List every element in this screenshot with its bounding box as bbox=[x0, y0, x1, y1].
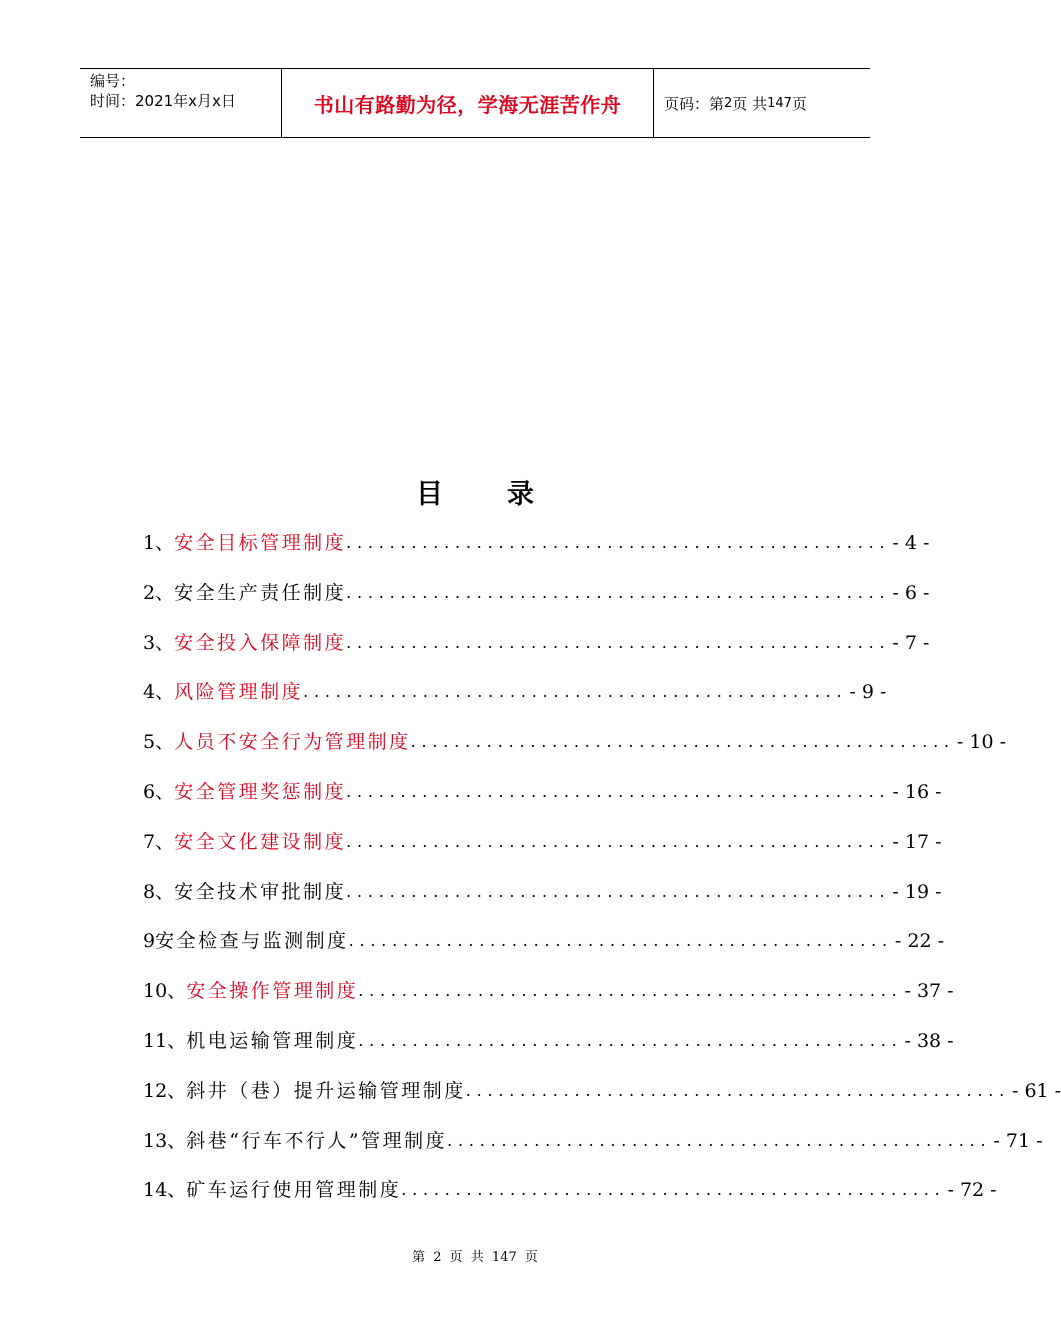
toc-entry-leader-dots: .................................................. bbox=[358, 981, 903, 1001]
toc-entry-page: - 4 - bbox=[892, 532, 930, 554]
toc-entry-leader-dots: .................................................. bbox=[346, 582, 891, 602]
toc-entry-title: 安全投入保障制度 bbox=[174, 631, 347, 654]
toc-entry-title: 安全技术审批制度 bbox=[174, 880, 347, 903]
toc-entry-leader-dots: .................................................. bbox=[346, 831, 891, 851]
toc-entry-leader-dots: .................................................. bbox=[346, 781, 891, 801]
toc-entry-title: 安全目标管理制度 bbox=[174, 532, 347, 554]
toc-entry-number: 6、 bbox=[143, 780, 175, 803]
toc-entry-title: 安全文化建设制度 bbox=[174, 830, 347, 853]
toc-entry-page: - 22 - bbox=[894, 930, 945, 953]
toc-entry[interactable] bbox=[143, 726, 1007, 776]
page-counter-suffix: 页 bbox=[791, 94, 807, 113]
toc-entry-page: - 17 - bbox=[892, 830, 942, 853]
page-counter-current: 2 bbox=[724, 95, 733, 111]
toc-entry-page: - 72 - bbox=[947, 1179, 997, 1202]
toc-entry[interactable] bbox=[143, 1174, 997, 1224]
toc-entry-number: 14、 bbox=[143, 1179, 187, 1202]
page-footer: 第 2 页 共 147 页 bbox=[412, 1250, 538, 1265]
toc-entry-page: - 16 - bbox=[892, 780, 942, 803]
toc-title bbox=[0, 472, 950, 511]
toc-entry-title: 矿车运行使用管理制度 bbox=[186, 1179, 402, 1202]
toc-entry[interactable] bbox=[143, 1025, 954, 1075]
toc-entry-leader-dots: .................................................. bbox=[358, 1030, 903, 1050]
toc-entry-page: - 19 - bbox=[892, 880, 942, 903]
table-of-contents bbox=[143, 527, 1061, 1224]
toc-entry-leader-dots: .................................................. bbox=[346, 632, 891, 652]
toc-entry-leader-dots: .................................................. bbox=[465, 1080, 1010, 1100]
toc-entry-title: 机电运输管理制度 bbox=[186, 1029, 359, 1052]
toc-entry-page: - 37 - bbox=[904, 980, 954, 1003]
header-meta-cell bbox=[80, 69, 282, 137]
toc-entry-title: 斜巷“行车不行人”管理制度 bbox=[186, 1129, 448, 1152]
toc-entry-leader-dots: .................................................. bbox=[303, 682, 848, 702]
toc-entry-number: 5、 bbox=[143, 731, 175, 754]
document-number-label: 编号： bbox=[90, 72, 136, 90]
toc-entry[interactable] bbox=[143, 776, 942, 826]
toc-entry-leader-dots: .................................................. bbox=[346, 881, 891, 901]
toc-entry-page: - 7 - bbox=[892, 631, 930, 654]
toc-entry-leader-dots: .................................................. bbox=[410, 732, 955, 752]
toc-entry-number: 4、 bbox=[143, 681, 175, 704]
toc-entry[interactable] bbox=[143, 577, 930, 627]
toc-entry-title: 风险管理制度 bbox=[174, 681, 304, 704]
toc-entry-number: 2、 bbox=[143, 581, 175, 604]
header-motto: 书山有路勤为径，学海无涯苦作舟 bbox=[282, 69, 654, 137]
toc-entry-page: - 61 - bbox=[1012, 1079, 1061, 1102]
toc-entry-leader-dots: .................................................. bbox=[401, 1180, 946, 1200]
toc-entry-page: - 9 - bbox=[849, 681, 887, 704]
toc-entry-number: 9 bbox=[143, 930, 156, 953]
toc-entry-title: 安全操作管理制度 bbox=[186, 980, 359, 1003]
page-header bbox=[80, 68, 870, 138]
toc-entry-page: - 71 - bbox=[993, 1129, 1043, 1152]
toc-entry-leader-dots: .................................................. bbox=[348, 931, 893, 951]
toc-entry-page: - 38 - bbox=[904, 1029, 954, 1052]
toc-entry[interactable] bbox=[143, 925, 945, 975]
toc-entry-number: 10、 bbox=[143, 980, 187, 1003]
toc-entry-number: 3、 bbox=[143, 631, 175, 654]
toc-entry-title: 人员不安全行为管理制度 bbox=[174, 731, 411, 754]
toc-entry-page: - 10 - bbox=[956, 731, 1007, 754]
toc-entry[interactable] bbox=[143, 975, 954, 1025]
document-time-label: 时间：2021年x月x日 bbox=[90, 92, 236, 110]
toc-entry-number: 7、 bbox=[143, 830, 175, 853]
toc-entry-title: 安全管理奖惩制度 bbox=[174, 780, 347, 803]
toc-entry-title: 安全检查与监测制度 bbox=[155, 930, 349, 953]
toc-entry-number: 12、 bbox=[143, 1079, 187, 1102]
toc-title-part-2: 录 bbox=[507, 479, 534, 510]
page-counter-mid: 页 共 bbox=[732, 94, 768, 113]
toc-entry[interactable] bbox=[143, 676, 887, 726]
toc-entry[interactable] bbox=[143, 627, 930, 677]
header-page-counter bbox=[654, 69, 870, 137]
toc-entry-leader-dots: .................................................. bbox=[346, 533, 891, 552]
toc-entry-title: 斜井（巷）提升运输管理制度 bbox=[186, 1079, 466, 1102]
toc-entry[interactable] bbox=[143, 876, 942, 926]
page-counter-total: 147 bbox=[767, 95, 792, 111]
toc-entry-number: 1、 bbox=[143, 532, 175, 554]
page-counter-prefix: 页码：第 bbox=[664, 94, 725, 113]
toc-entry-number: 11、 bbox=[143, 1029, 187, 1052]
toc-entry-title: 安全生产责任制度 bbox=[174, 581, 347, 604]
toc-entry[interactable] bbox=[143, 1125, 1043, 1175]
toc-entry[interactable] bbox=[143, 826, 942, 876]
toc-entry-page: - 6 - bbox=[892, 581, 930, 604]
toc-entry[interactable] bbox=[143, 527, 930, 577]
toc-entry[interactable] bbox=[143, 1075, 1061, 1125]
toc-entry-leader-dots: .................................................. bbox=[447, 1130, 992, 1150]
toc-entry-number: 8、 bbox=[143, 880, 175, 903]
toc-title-part-1: 目 bbox=[416, 479, 443, 510]
toc-entry-number: 13、 bbox=[143, 1129, 187, 1152]
